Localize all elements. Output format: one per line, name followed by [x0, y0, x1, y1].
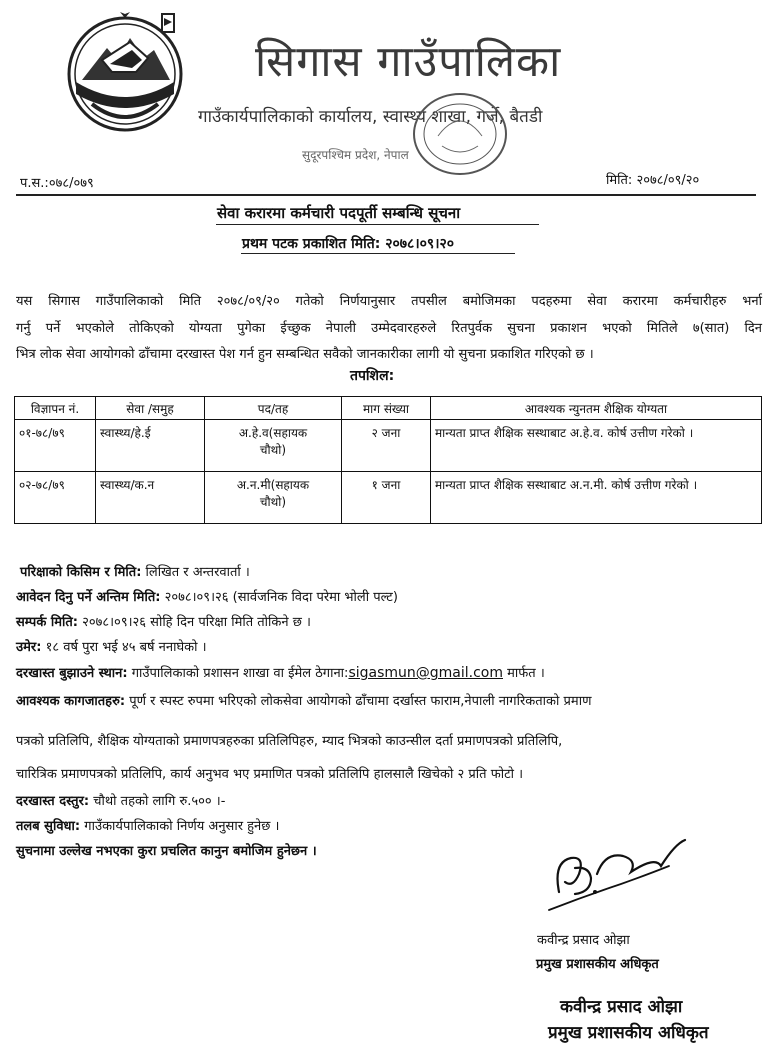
intro-line: यस सिगास गाउँपालिकाको मिति २०७८/०९/२० गतेको निर्णयानुसार तपसील बमोजिमका पदहरुमा सेवा करारमा कर्मचारीहरु भर्ना: [16, 294, 762, 309]
post-line: चौथो): [259, 443, 287, 457]
cell-service: स्वास्थ्य/हे.ई: [96, 420, 205, 472]
salary-label: तलब सुविधा:: [16, 819, 81, 834]
header-divider: [16, 194, 756, 196]
submit-location-line: [16, 663, 545, 681]
date-value: २०७८/०९/२०: [636, 173, 700, 188]
reference-number: प.स.:०७८/०७९: [20, 176, 94, 191]
first-published-date: प्रथम पटक प्रकाशित मिति: २०७८।०९।२०: [242, 236, 455, 252]
fee-value: चौथो तहको लागि रु.५०० ।-: [93, 794, 226, 809]
salary-value: गाउँकार्यपालिकाको निर्णय अनुसार हुनेछ ।: [84, 819, 280, 834]
office-subtitle: गाउँकार्यपालिकाको कार्यालय, स्वास्थ्य शाखा, गर्जे, बैतडी: [198, 107, 543, 127]
published-underline: [241, 253, 515, 254]
deadline-line: [16, 587, 398, 605]
header-adv-no: विज्ञापन नं.: [15, 397, 96, 420]
contact-value: २०७८।०९।२६ सोहि दिन परिक्षा मिति तोकिने छ ।: [82, 615, 311, 630]
province-line: सुदूरपश्चिम प्रदेश, नेपाल: [302, 148, 409, 162]
intro-line: भित्र लोक सेवा आयोगको ढाँचामा दरखास्त पेश गर्न हुन सम्बन्धित सवैको जानकारीका लागी यो सुचना प्रकाशित गरिएको छ ।: [16, 347, 594, 362]
age-label: उमेर:: [16, 640, 42, 655]
exam-type-value: लिखित र अन्तरवार्ता ।: [145, 565, 250, 580]
office-stamp-icon: [408, 86, 512, 182]
salary-line: [16, 816, 279, 834]
cell-post: [205, 472, 342, 524]
notice-intro-paragraph: [16, 289, 762, 369]
cell-qualification: मान्यता प्राप्त शैक्षिक सस्थाबाट अ.न.मी. कोर्ष उत्तीण गरेको ।: [431, 472, 762, 524]
cell-qualification: मान्यता प्राप्त शैक्षिक सस्थाबाट अ.हे.व. कोर्ष उत्तीण गरेको ।: [431, 420, 762, 472]
fee-line: [16, 791, 225, 809]
header-post: पद/तह: [205, 397, 342, 420]
fee-label: दरखास्त दस्तुर:: [16, 794, 90, 809]
nepal-emblem-icon: [62, 8, 188, 134]
intro-line: गर्नु पर्ने भएकोले तोकिएको योग्यता पुगेका ईच्छुक नेपाली उम्मेदवारहरुले रितपुर्वक सुचना प्रकाशन भएको मितिले ७(सात) दिन: [16, 320, 762, 336]
cell-service: स्वास्थ्य/क.न: [96, 472, 205, 524]
signer-name: कवीन्द्र प्रसाद ओझा: [537, 933, 630, 948]
submit-suffix: मार्फत ।: [507, 666, 545, 681]
cell-adv-no: ०२-७८/७९: [15, 472, 96, 524]
notice-title: सेवा करारमा कर्मचारी पदपूर्ती सम्बन्धि सूचना: [217, 204, 461, 222]
documents-label: आवश्यक कागजातहरु:: [16, 694, 126, 709]
details-heading: तपशिल:: [350, 368, 395, 384]
title-underline: [216, 224, 539, 225]
cell-post: [205, 420, 342, 472]
handwritten-signature-icon: [545, 822, 695, 920]
exam-type-line: [20, 562, 250, 580]
header-date: [606, 170, 699, 188]
post-line: अ.हे.व(सहायक: [238, 426, 308, 440]
signer-title: प्रमुख प्रशासकीय अधिकृत: [536, 957, 659, 972]
stamp-signer-title: प्रमुख प्रशासकीय अधिकृत: [548, 1023, 709, 1043]
documents-value: पूर्ण र स्पस्ट रुपमा भरिएको लोकसेवा आयोगको ढाँचामा दर्खास्त फाराम,नेपाली नागरिकताको प्रमाण: [129, 694, 592, 709]
table-row: [15, 420, 762, 472]
header-qualification: आवश्यक न्युनतम शैक्षिक योग्यता: [431, 397, 762, 420]
table-row: [15, 472, 762, 524]
deadline-value: २०७८।०९।२६ (सार्वजनिक विदा परेमा भोली पल्ट): [164, 590, 398, 605]
age-line: [16, 637, 207, 655]
deadline-label: आवेदन दिनु पर्ने अन्तिम मिति:: [16, 590, 161, 605]
exam-type-label: परिक्षाको किसिम र मिति:: [20, 565, 142, 580]
submit-value: गाउँपालिकाको प्रशासन शाखा वा ईमेल ठेगाना:: [131, 666, 349, 681]
closing-note: सुचनामा उल्लेख नभएका कुरा प्रचलित कानुन बमोजिम हुनेछन ।: [16, 844, 317, 859]
stamp-signer-name: कवीन्द्र प्रसाद ओझा: [560, 997, 683, 1017]
contact-line: [16, 612, 311, 630]
posts-table: [14, 396, 762, 524]
post-line: अ.न.मी(सहायक: [236, 478, 310, 492]
office-name: सिगास गाउँपालिका: [255, 37, 562, 87]
post-line: चौथो): [259, 495, 287, 509]
documents-line-3: चारित्रिक प्रमाणपत्रको प्रतिलिपि, कार्य अनुभव भए प्रमाणित पत्रको प्रतिलिपि हालसालै खिचेको २ प्रति फोटो ।: [16, 767, 524, 782]
cell-adv-no: ०१-७८/७९: [15, 420, 96, 472]
documents-line-2: पत्रको प्रतिलिपि, शैक्षिक योग्यताको प्रमाणपत्रहरुका प्रतिलिपिहरु, म्याद भित्रको काउन्सील दर्ता प्रमाणपत्रको प्रतिलिपि,: [16, 734, 563, 749]
contact-label: सम्पर्क मिति:: [16, 615, 78, 630]
header-count: माग संख्या: [342, 397, 431, 420]
cell-count: १ जना: [342, 472, 431, 524]
email-link[interactable]: sigasmun@gmail.com: [348, 665, 503, 681]
documents-line: [16, 691, 591, 709]
cell-count: २ जना: [342, 420, 431, 472]
age-value: १८ वर्ष पुरा भई ४५ बर्ष ननाघेको ।: [45, 640, 207, 655]
header-service: सेवा /समुह: [96, 397, 205, 420]
table-header-row: [15, 397, 762, 420]
date-label: मिति:: [606, 173, 633, 188]
submit-label: दरखास्त बुझाउने स्थान:: [16, 666, 128, 681]
